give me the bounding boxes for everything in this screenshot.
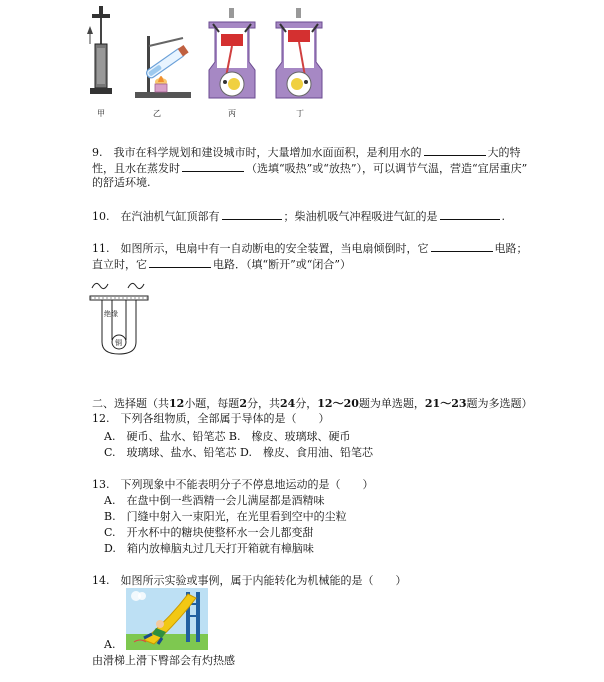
q9-line-1	[92, 144, 521, 160]
q9-blank-2[interactable]	[182, 160, 244, 172]
q10-blank-2[interactable]	[440, 208, 500, 220]
section2-points: 2	[239, 397, 247, 410]
q12-stem: 12. 下列各组物质，全部属于导体的是（ ）	[92, 412, 330, 425]
q14-option-a-text[interactable]: 由滑梯上滑下臀部会有灼热感	[92, 654, 235, 667]
q13-option-b[interactable]: B. 门缝中射入一束阳光，在光里看到空中的尘粒	[104, 510, 347, 523]
figure-yi-test-tube	[125, 32, 195, 100]
figure-ding-engine	[272, 8, 327, 104]
q9-text-3: 的舒适环境.	[92, 176, 151, 189]
q13-option-a[interactable]: A. 在盘中倒一些酒精一会儿满屋都是酒精味	[104, 494, 325, 507]
section2-heading-d: 分，	[295, 397, 318, 410]
section2-heading-c: 分，共	[246, 397, 280, 410]
figure-caption-jia: 甲	[97, 109, 105, 118]
section2-heading-a: 二、选择题（共	[92, 397, 169, 410]
section2-heading	[92, 397, 533, 411]
label-insulator: 绝缘	[104, 310, 118, 318]
section2-single: 12～20	[317, 397, 359, 410]
q9-text-2b: （选填“吸热”或“放热”），可以调节气温，营造“宜居重庆”	[246, 162, 528, 175]
q10-text-b: ；柴油机吸气冲程吸进气缸的是	[283, 210, 438, 223]
figure-caption-ding: 丁	[296, 109, 304, 118]
q11-line-2	[92, 256, 351, 272]
section2-total: 24	[279, 397, 296, 410]
q11-text-2b: 电路．（填“断开”或“闭合”）	[213, 258, 351, 271]
figure-jia-pump	[86, 4, 116, 104]
figure-caption-yi: 乙	[153, 109, 161, 118]
q11-text-2a: 直立时，它	[92, 258, 147, 271]
q13-option-d[interactable]: D. 箱内放樟脑丸过几天打开箱就有樟脑味	[104, 542, 314, 555]
q13-stem: 13. 下列现象中不能表明分子不停息地运动的是（ ）	[92, 478, 374, 491]
section2-multi: 21～23	[424, 397, 467, 410]
q9-line-3	[92, 176, 151, 190]
q12-options-ab[interactable]: A. 硬币、盐水、铅笔芯 B. 橡皮、玻璃球、硬币	[104, 430, 351, 443]
q11-blank-2[interactable]	[149, 256, 211, 268]
q10-blank-1[interactable]	[222, 208, 282, 220]
q14-stem: 14. 如图所示实验或事例，属于内能转化为机械能的是（ ）	[92, 574, 407, 587]
section2-heading-f: 题为多选题）	[466, 397, 533, 410]
figure-bing-engine	[205, 8, 260, 104]
q10-line	[92, 208, 505, 224]
q12-options-cd[interactable]: C. 玻璃球、盐水、铅笔芯 D. 橡皮、食用油、铅笔芯	[104, 446, 373, 459]
q11-line-1	[92, 240, 528, 256]
q11-text-1b: 电路；	[494, 242, 528, 255]
section2-count: 12	[169, 397, 185, 410]
q10-text-a: 10. 在汽油机气缸顶部有	[92, 210, 220, 223]
q14-option-a-letter[interactable]: A.	[104, 638, 116, 651]
q10-text-c: .	[501, 210, 505, 223]
q9-line-2	[92, 160, 527, 176]
section2-heading-e: 题为单选题，	[358, 397, 425, 410]
section2-heading-b: 小题，每题	[184, 397, 240, 410]
q11-text-1a: 11. 如图所示，电扇中有一自动断电的安全装置，当电扇倾倒时，它	[92, 242, 429, 255]
q9-text-2a: 性，且水在蒸发时	[92, 162, 180, 175]
q11-blank-1[interactable]	[431, 240, 493, 252]
figure-caption-bing: 丙	[228, 109, 236, 118]
q9-text-1b: 大的特	[487, 146, 521, 159]
q9-blank-1[interactable]	[424, 144, 486, 156]
q13-option-c[interactable]: C. 开水杯中的糖块使整杯水一会儿都变甜	[104, 526, 314, 539]
label-copper: 铜	[115, 339, 122, 347]
figure-tilt-switch	[88, 280, 150, 360]
figure-slide-picture	[126, 588, 208, 650]
q9-text-1a: 9. 我市在科学规划和建设城市时，大量增加水面面积，是利用水的	[92, 146, 422, 159]
